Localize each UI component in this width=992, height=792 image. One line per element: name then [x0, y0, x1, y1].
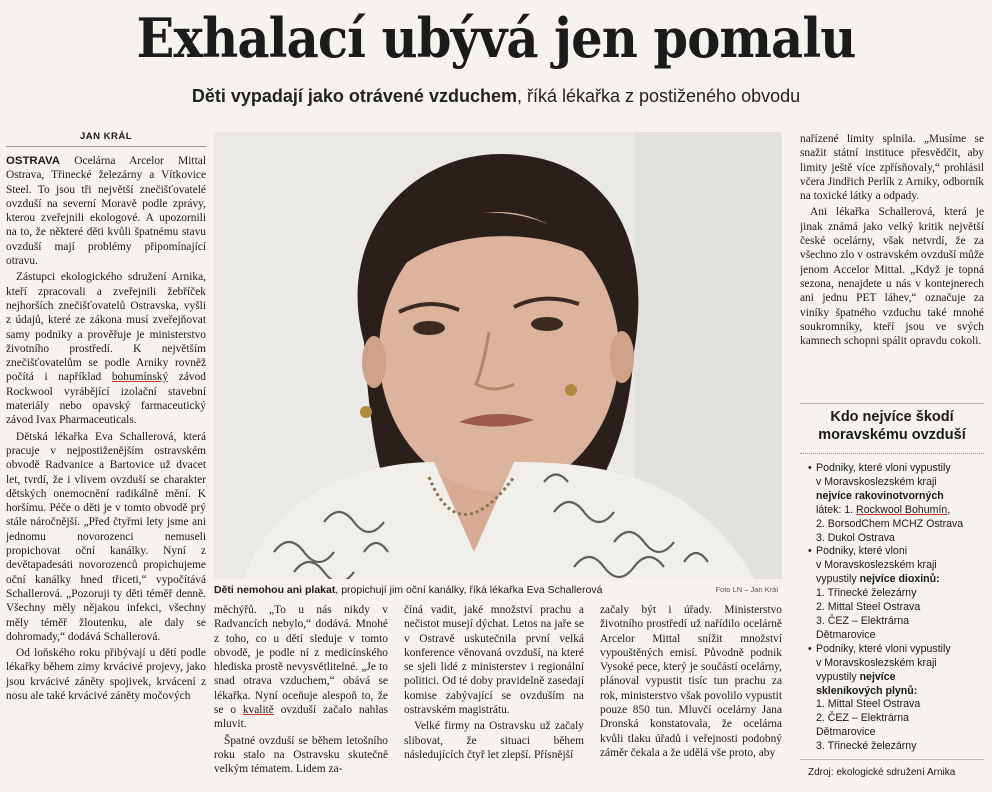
list-item: v Moravskoslezském kraji: [816, 559, 937, 572]
paragraph: Špatné ovzduší se během letošního roku stalo na Ostravsku skutečně velkým tématem. Lidem za-: [214, 734, 388, 776]
photo-caption: [214, 584, 782, 596]
list-item: [808, 671, 984, 685]
paragraph: [6, 154, 206, 268]
paragraph-text: závod Rockwool vyrábějící izolační stavební materiály nebo opavský farmaceutický závod Ivax Pharmaceuticals.: [6, 371, 206, 427]
list-item: 3. Třinecké železárny: [816, 740, 917, 753]
list-item: [808, 573, 984, 587]
list-text: vypustily: [816, 573, 860, 586]
list-item: 3. Dukol Ostrava: [816, 531, 895, 544]
list-bold: nejvíce dioxinů:: [859, 573, 940, 586]
paragraph: nařízené limity splnila. „Musíme se snažit státní instituce přesvědčit, aby limity ještě více zpřísňovaly,“ prohlásil včera Jindřich Perlík z Arniky, odborník na toxické látky a odpady.: [800, 133, 984, 203]
subheadline: [0, 86, 992, 107]
dateline: OSTRAVA: [6, 155, 60, 167]
underlined-company: Rockwool Bohumín: [856, 503, 948, 516]
article-photo: [214, 132, 782, 579]
article-column-4: [600, 603, 782, 788]
photo-credit: Foto LN – Jan Král: [715, 585, 778, 594]
underlined-word: bohumínský: [111, 371, 169, 384]
list-item: [808, 545, 984, 559]
paragraph: [214, 603, 388, 732]
subheadline-rest: , říká lékařka z postiženého obvodu: [516, 86, 801, 106]
list-item: 1. Mittal Steel Ostrava: [816, 698, 921, 711]
article-column-3: [404, 603, 584, 788]
paragraph-text: Zástupci ekologického sdružení Arnika, kteří zpracovali a zveřejnili žebříček nejhorších znečišťovatelů Ostravska, vyšli z údajů, které ze zákona musí zveřejňovat samy podniky a prověřuje je ministerstvo životního prostředí. K největším znečišťovatelům se podle Arniky rovněž počítá i například: [6, 271, 206, 384]
sidebar-title: [800, 404, 984, 454]
list-item: Dětmarovice: [816, 726, 876, 739]
bullet-icon: •: [808, 545, 812, 558]
paragraph: začaly být i úřady. Ministerstvo životního prostředí už nařídilo ocelárně Arcelor Mittal snížit množství vypouštěných emisí. Původně podnik Vysoké pece, který je součástí ocelárny, plánoval vypustit tisíc tun prachu za rok, ministerstvo však povolilo vypustit pouze 850 tun. Mluvčí ocelárny Jana Dronská konstatovala, že ocelárna kvůli tlaku úřadů i veřejnosti podobný záměr čekala a že udělá vše proto, aby: [600, 604, 782, 759]
list-item: [808, 643, 984, 657]
bullet-icon: •: [808, 462, 812, 474]
sidebar-box: [800, 403, 984, 788]
article-column-5: [800, 132, 984, 392]
list-item: 2. BorsodChem MCHZ Ostrava: [816, 517, 964, 530]
bullet-icon: •: [808, 642, 812, 655]
portrait-illustration: [214, 132, 782, 579]
caption-rest: , propichují jim oční kanálky, říká lékařka Eva Schallerová: [335, 584, 603, 596]
list-text: látek: 1.: [816, 503, 857, 516]
paragraph: Dětská lékařka Eva Schallerová, která pracuje v nejpostiženějším ostravském obvodě Radvanice a Bartovice už dvacet let, tvrdí, že i vlivem ovzduší se charakter dětských onemocnění radikálně mění. K horšímu. Péče o děti je v tomto obvodě prý stále náročnější. „Před čtyřmi lety jsme ani jednomu novorozenci nemuseli propichovat oční kanálky. Nyní z devětapadesáti novorozenců propichujeme oční kanálky hned třiceti,“ vypočítává Schallerová. „Pozoruji ty děti téměř denně. Všechny měly nějakou infekci, všechny měly téměř žloutenku, ale daly se dohromady,“ dodává Schallerová.: [6, 430, 206, 643]
paragraph-text: Ocelárna Arcelor Mittal Ostrava, Třinecké železárny a Vítkovice Steel. To jsou tři největší znečišťovatelé ovzduší na severní Moravě podle zprávy, kterou zveřejnili ekologové. A upozornili na to, že některé děti kvůli špatnému stavu ovzduší mají problémy připomínající otravu.: [6, 155, 206, 268]
paragraph: Velké firmy na Ostravsku už začaly slibovat, že situaci během následujících čtyř let zlepší. Přísnější: [404, 720, 584, 761]
article-column-2: [214, 603, 388, 788]
paragraph: [6, 270, 206, 427]
sidebar-group-greenhouse: [808, 643, 984, 754]
byline-divider: [6, 146, 206, 147]
list-item: [808, 504, 984, 518]
list-bold: nejvíce rakovinotvorných: [816, 489, 944, 502]
list-item: [808, 462, 984, 476]
list-item: Dětmarovice: [816, 628, 876, 641]
sidebar-title-line: Kdo nejvíce škodí: [830, 409, 954, 425]
list-item: v Moravskoslezském kraji: [816, 475, 937, 488]
byline: JAN KRÁL: [79, 131, 133, 142]
sidebar-list: [800, 462, 984, 754]
list-text: Podniky, které vloni vypustily: [816, 462, 951, 474]
paragraph: číná vadit, jaké množství prachu a nečistot musejí dýchat. Letos na jaře se v Ostravě uskutečnila první velká konference věnovaná ovzduší, na které se sjeli lidé z ministerstev i regionální politici. Od té doby pravidelně zasedají komise zabývající se ovzduším na ostravském magistrátu.: [404, 604, 584, 717]
list-text: Podniky, které vloni vypustily: [816, 642, 951, 655]
list-item: 1. Třinecké železárny: [816, 587, 917, 600]
list-item: 3. ČEZ – Elektrárna: [816, 614, 910, 627]
caption-bold: Děti nemohou ani plakat: [214, 584, 336, 596]
paragraph: Ani lékařka Schallerová, která je jinak známá jako velký kritik největší české ocelárny, však netvrdí, že za všechno zlo v ostravském ovzduší může jenom Accelor Mittal. „Když je topná sezona, nenajdete u nás v kontejnerech ani jednu PET láhev,“ označuje za viníky špatného vzduchu také mnohé soukromníky, kteří jsou ve svých kamnech schopni spálit opravdu cokoli.: [800, 206, 984, 348]
sidebar-source: Zdroj: ekologické sdružení Arnika: [808, 767, 956, 778]
list-item: [808, 490, 984, 504]
list-item: v Moravskoslezském kraji: [816, 656, 937, 669]
underlined-word: kvalitě: [242, 704, 274, 717]
list-text: Podniky, které vloni: [816, 545, 908, 558]
paragraph: Od loňského roku přibývají u dětí podle lékařky během zimy krvácivé projevy, jako jsou krvácivé záněty spojivek, krvácení z nosu ale také krvácivé záněty močových: [6, 647, 206, 702]
list-text: ,: [947, 503, 951, 516]
list-bold: skleníkových plynů:: [816, 684, 918, 697]
list-item: [808, 685, 984, 699]
sidebar-group-dioxins: [808, 545, 984, 642]
list-text: vypustily: [816, 670, 860, 683]
list-item: 2. ČEZ – Elektrárna: [816, 712, 910, 725]
headline: Exhalací ubývá jen pomalu: [136, 6, 856, 70]
sidebar-title-line: moravskému ovzduší: [818, 427, 966, 443]
paragraph-text: ovzduší začalo nahlas mluvit.: [214, 704, 388, 731]
subheadline-bold: Děti vypadají jako otrávené vzduchem: [191, 86, 517, 106]
list-bold: nejvíce: [859, 670, 896, 683]
list-item: 2. Mittal Steel Ostrava: [816, 601, 921, 614]
sidebar-group-carcinogens: [808, 462, 984, 545]
paragraph-text: měchýřů. „To u nás nikdy v Radvancích nebylo,“ dodává. Mnohé z toho, co u dětí sleduje v tomto obvodě, je podle ní z medicínského hlediska prostě nevysvětlitelné. „Je to snad otrava vzduchem,“ obává se lékařka. Nyní oceňuje alespoň to, že se o: [214, 604, 388, 717]
article-column-1: [6, 154, 206, 786]
sidebar-divider: [800, 759, 984, 760]
